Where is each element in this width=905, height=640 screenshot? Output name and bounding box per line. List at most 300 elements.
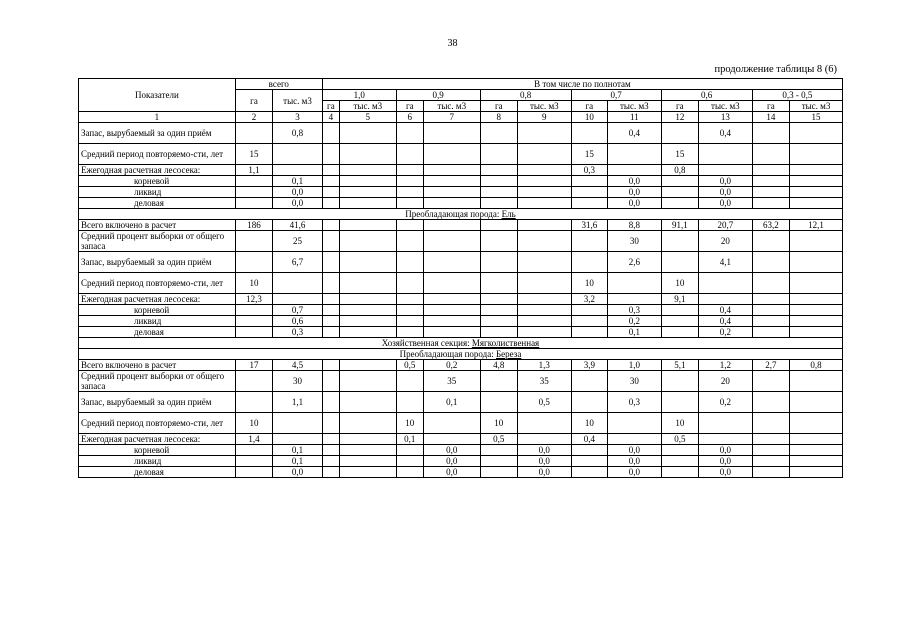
table-cell [235,123,272,144]
table-cell [235,392,272,413]
column-number: 8 [480,112,517,123]
table-row [79,187,843,198]
table-row [79,371,843,392]
table-cell [571,316,607,327]
table-cell: 0,0 [699,467,753,478]
table-cell [608,273,662,294]
table-cell [752,294,789,305]
header-ha: га [322,101,339,112]
table-cell [752,392,789,413]
table-cell: 30 [273,371,323,392]
table-cell [235,456,272,467]
table-cell: 0,3 [273,327,323,338]
table-cell: 10 [235,273,272,294]
table-cell [396,294,423,305]
table-row [79,144,843,165]
table-cell [273,165,323,176]
table-cell: 2,6 [608,252,662,273]
table-cell [790,198,843,209]
table-cell [518,176,572,187]
table-cell [396,252,423,273]
table-cell: 10 [571,413,607,434]
row-label: деловая [79,198,236,209]
row-label: Запас, вырубаемый за один приём [79,252,236,273]
table-cell: 0,0 [518,456,572,467]
table-cell [396,187,423,198]
row-label: ликвид [79,456,236,467]
table-cell: 30 [608,371,662,392]
header-density: 1,0 [322,90,396,101]
table-cell [752,231,789,252]
table-cell [423,273,480,294]
table-cell [235,187,272,198]
table-row [79,392,843,413]
table-cell: 0,0 [699,445,753,456]
table-cell [608,294,662,305]
table-cell [322,176,339,187]
section-title-value: Береза [496,349,522,359]
table-cell [571,327,607,338]
table-cell [423,231,480,252]
row-label: Запас, вырубаемый за один приём [79,123,236,144]
table-cell [235,316,272,327]
table-cell [322,467,339,478]
table-cell [752,467,789,478]
header-thous-m3: тыс. м3 [273,90,323,112]
table-row [79,165,843,176]
table-cell [396,220,423,231]
table-cell [339,252,396,273]
column-numbers-row [79,112,843,123]
table-cell [273,413,323,434]
table-cell: 9,1 [661,294,698,305]
table-cell [273,434,323,445]
table-cell [571,305,607,316]
table-cell: 0,0 [608,467,662,478]
section-title-value: Мягколиственная [471,338,540,348]
column-number: 11 [608,112,662,123]
header-density: 0,9 [396,90,480,101]
table-cell [423,220,480,231]
table-cell [396,144,423,165]
table-cell: 3,2 [571,294,607,305]
table-cell [322,231,339,252]
column-number: 2 [235,112,272,123]
table-cell [480,392,517,413]
table-cell [423,305,480,316]
table-cell [752,198,789,209]
header-thous-m3: тыс. м3 [608,101,662,112]
table-cell [396,327,423,338]
table-cell [423,327,480,338]
table-cell [790,273,843,294]
table-cell: 0,8 [273,123,323,144]
table-cell: 0,4 [608,123,662,144]
table-cell [339,467,396,478]
table-cell [339,392,396,413]
table-cell [322,392,339,413]
table-cell: 0,5 [661,434,698,445]
table-cell [423,123,480,144]
table-cell: 0,4 [699,123,753,144]
table-cell [790,316,843,327]
table-cell [322,434,339,445]
column-number: 5 [339,112,396,123]
table-cell [339,316,396,327]
table-cell [339,360,396,371]
column-number: 12 [661,112,698,123]
table-cell [322,360,339,371]
table-cell [273,273,323,294]
column-number: 1 [79,112,236,123]
header-density: 0,6 [661,90,752,101]
table-cell [235,252,272,273]
table-cell: 41,6 [273,220,323,231]
table-cell [790,392,843,413]
table-cell: 0,4 [699,316,753,327]
table-cell: 1,1 [235,165,272,176]
table-cell: 0,5 [518,392,572,413]
table-cell [661,327,698,338]
row-label: корневой [79,305,236,316]
section-title [79,209,843,220]
table-cell: 1,0 [608,360,662,371]
table-cell [273,144,323,165]
table-cell: 1,4 [235,434,272,445]
table-cell: 0,5 [480,434,517,445]
table-cell [396,176,423,187]
table-cell [752,176,789,187]
row-label: корневой [79,176,236,187]
section-title-row [79,338,843,349]
table-cell: 0,3 [571,165,607,176]
table-cell [273,294,323,305]
header-density: 0,3 - 0,5 [752,90,842,101]
table-cell [339,231,396,252]
table-cell [423,187,480,198]
table-cell [423,294,480,305]
table-row [79,445,843,456]
table-cell: 10 [661,273,698,294]
table-cell [423,144,480,165]
table-cell: 35 [518,371,572,392]
table-cell: 0,0 [608,176,662,187]
table-cell [790,467,843,478]
table-cell [322,445,339,456]
table-cell [339,445,396,456]
table-row [79,316,843,327]
table-cell: 15 [235,144,272,165]
row-label: ликвид [79,187,236,198]
table-cell [661,371,698,392]
table-cell [518,165,572,176]
table-cell [396,445,423,456]
table-cell [339,327,396,338]
table-cell [480,252,517,273]
row-label: Всего включено в расчет [79,360,236,371]
table-cell: 10 [235,413,272,434]
section-title-prefix: Хозяйственная секция: [381,338,472,348]
table-cell [480,316,517,327]
table-cell: 0,0 [699,187,753,198]
table-cell: 0,1 [396,434,423,445]
table-cell [480,273,517,294]
header-ha: га [571,101,607,112]
table-cell [480,371,517,392]
table-cell [480,165,517,176]
table-cell [480,144,517,165]
table-cell [480,123,517,144]
table-cell [423,165,480,176]
table-cell [571,176,607,187]
table-cell: 0,0 [518,445,572,456]
table-cell: 0,1 [608,327,662,338]
table-row [79,273,843,294]
table-row [79,252,843,273]
table-cell [396,305,423,316]
table-cell: 6,7 [273,252,323,273]
table-body [79,123,843,478]
table-cell [235,327,272,338]
table-cell [423,176,480,187]
table-cell [790,187,843,198]
table-cell [699,165,753,176]
table-cell: 91,1 [661,220,698,231]
table-cell [480,231,517,252]
table-cell [480,187,517,198]
table-row [79,434,843,445]
table-cell [339,413,396,434]
table-cell [396,165,423,176]
table-cell [339,144,396,165]
table-cell [396,231,423,252]
header-thous-m3: тыс. м3 [518,101,572,112]
table-row [79,305,843,316]
table-cell [752,252,789,273]
table-cell [699,434,753,445]
table-cell: 12,3 [235,294,272,305]
table-cell [518,144,572,165]
table-cell [790,456,843,467]
row-label: Ежегодная расчетная лесосека: [79,165,236,176]
table-cell: 3,9 [571,360,607,371]
table-cell [235,445,272,456]
table-cell: 0,3 [608,305,662,316]
column-number: 9 [518,112,572,123]
row-label: деловая [79,327,236,338]
table-cell [322,316,339,327]
table-cell: 1,3 [518,360,572,371]
header-thous-m3: тыс. м3 [423,101,480,112]
table-cell [790,231,843,252]
table-cell: 0,4 [699,305,753,316]
table-cell [396,456,423,467]
row-label: деловая [79,467,236,478]
table-row [79,176,843,187]
table-cell [322,305,339,316]
header-ha: га [480,101,517,112]
header-thous-m3: тыс. м3 [790,101,843,112]
table-cell [235,305,272,316]
table-cell: 0,0 [608,198,662,209]
section-title-prefix: Преобладающая порода: [399,349,496,359]
table-cell: 10 [571,273,607,294]
header-by-density: В том числе по полнотам [322,79,842,90]
table-cell [752,434,789,445]
table-cell [339,371,396,392]
table-cell [518,413,572,434]
table-cell [339,198,396,209]
table-cell [571,187,607,198]
table-cell: 15 [571,144,607,165]
table-cell [752,187,789,198]
table-cell [699,294,753,305]
table-cell [752,165,789,176]
table-cell [480,445,517,456]
table-cell [235,176,272,187]
table-cell: 0,0 [273,198,323,209]
table-cell [339,434,396,445]
table-cell: 0,3 [608,392,662,413]
table-cell: 10 [480,413,517,434]
table-cell [518,252,572,273]
table-cell: 0,0 [699,198,753,209]
table-cell [752,456,789,467]
table-cell [480,305,517,316]
table-row [79,456,843,467]
table-cell [339,305,396,316]
table-cell: 20 [699,371,753,392]
row-label: Средний период повторяемо-сти, лет [79,144,236,165]
table-cell [790,123,843,144]
table-cell: 31,6 [571,220,607,231]
table-cell [339,123,396,144]
header-density: 0,7 [571,90,661,101]
table-cell [322,187,339,198]
table-cell: 0,7 [273,305,323,316]
table-cell [480,220,517,231]
table-cell [571,123,607,144]
table-cell [571,445,607,456]
table-cell: 0,0 [518,467,572,478]
table-cell [790,165,843,176]
table-cell: 0,2 [423,360,480,371]
table-cell [571,392,607,413]
table-cell [790,176,843,187]
column-number: 6 [396,112,423,123]
table-cell [480,176,517,187]
table-cell [752,123,789,144]
table-cell [322,198,339,209]
table-cell [322,413,339,434]
table-row [79,467,843,478]
table-cell [322,456,339,467]
table-cell [518,434,572,445]
table-cell [235,231,272,252]
table-cell: 35 [423,371,480,392]
row-label: Ежегодная расчетная лесосека: [79,434,236,445]
table-row [79,360,843,371]
table-cell: 4,1 [699,252,753,273]
row-label: Средний период повторяемо-сти, лет [79,273,236,294]
header-ha: га [752,101,789,112]
row-label: Всего включено в расчет [79,220,236,231]
section-title-row [79,209,843,220]
row-label: Запас, вырубаемый за один приём [79,392,236,413]
table-cell: 4,5 [273,360,323,371]
table-cell [752,413,789,434]
table-cell: 0,1 [423,392,480,413]
table-cell: 0,0 [608,445,662,456]
row-label: ликвид [79,316,236,327]
section-title [79,338,843,349]
row-label: Средний процент выборки от общего запаса [79,231,236,252]
header-ha: га [396,101,423,112]
table-cell [518,316,572,327]
table-cell [661,305,698,316]
table-cell [235,198,272,209]
column-number: 10 [571,112,607,123]
table-row [79,123,843,144]
table-cell [396,198,423,209]
table-cell: 0,6 [273,316,323,327]
table-cell: 0,2 [608,316,662,327]
table-cell [322,273,339,294]
table-cell [571,198,607,209]
table-cell [790,327,843,338]
column-number: 3 [273,112,323,123]
table-cell [322,252,339,273]
table-cell [423,316,480,327]
table-cell: 0,1 [273,176,323,187]
section-title-prefix: Преобладающая порода: [405,209,502,219]
table-cell: 0,0 [608,187,662,198]
table-cell: 0,1 [273,445,323,456]
table-cell [339,165,396,176]
table-cell: 0,8 [661,165,698,176]
table-cell: 0,0 [699,456,753,467]
table-cell: 0,0 [273,187,323,198]
table-cell [790,305,843,316]
table-cell [790,252,843,273]
table-cell: 0,4 [571,434,607,445]
table-cell [661,467,698,478]
table-cell: 20,7 [699,220,753,231]
table-cell [396,316,423,327]
table-cell [571,231,607,252]
table-cell [752,445,789,456]
table-cell [423,252,480,273]
table-cell: 8,8 [608,220,662,231]
table-cell [518,231,572,252]
table-cell [790,445,843,456]
table-cell [790,434,843,445]
header-ha: га [661,101,698,112]
table-cell [661,445,698,456]
table-cell: 25 [273,231,323,252]
row-label: Средний период повторяемо-сти, лет [79,413,236,434]
header-thous-m3: тыс. м3 [699,101,753,112]
column-number: 7 [423,112,480,123]
table-cell [790,144,843,165]
table-cell [518,273,572,294]
table-cell [423,198,480,209]
table-cell [518,187,572,198]
table-cell: 0,2 [699,392,753,413]
table-cell [423,434,480,445]
table-cell [661,456,698,467]
table-cell [480,467,517,478]
